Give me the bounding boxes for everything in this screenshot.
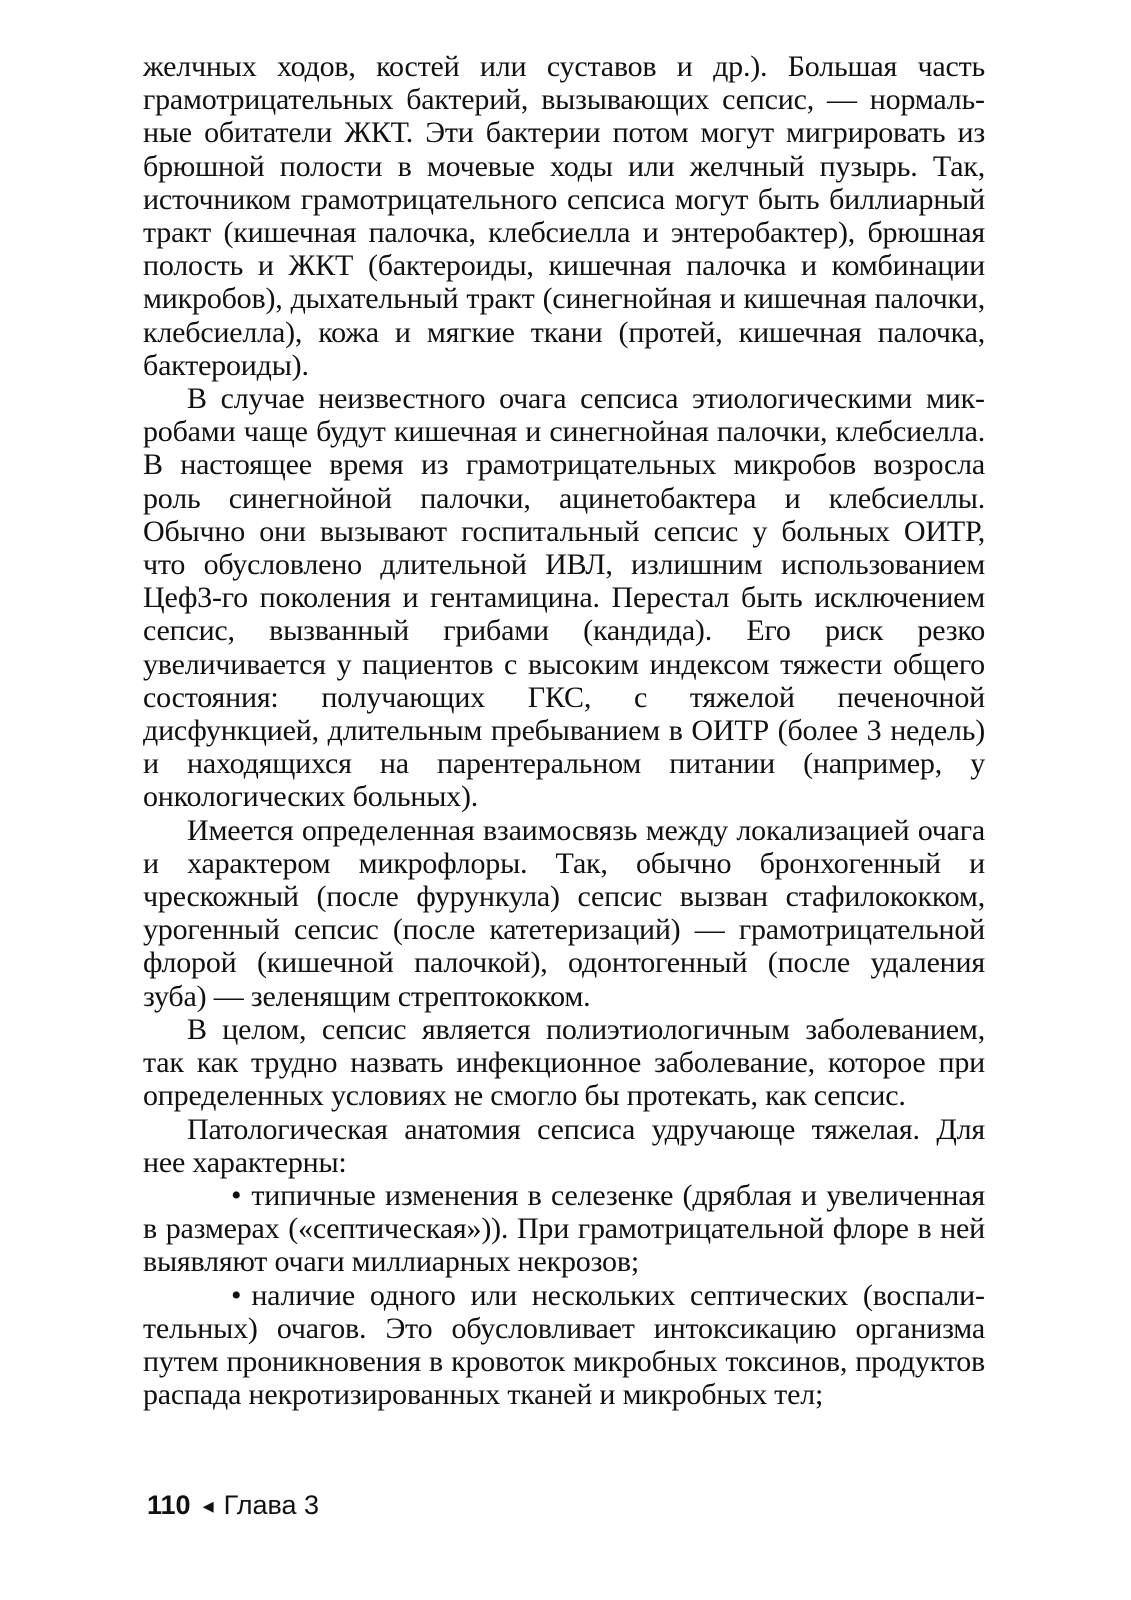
bullet-icon: • bbox=[231, 1278, 242, 1312]
bullet-item-spleen bbox=[143, 1179, 985, 1279]
text-column bbox=[143, 50, 985, 1411]
bullet-item-text: наличие одного или нескольких септических (воспалительных) очагов. Это обусловливает интоксикацию организма путем проникновения в кровоток микробных токсинов, продуктов распада некротизированных тканей и микробных тел; bbox=[143, 1278, 985, 1412]
page-footer bbox=[147, 1490, 319, 1521]
paragraph-unknown-focus: В случае неизвестного очага сепсиса этиологическими микробами чаще будут кишечная и синегнойная палочки, клебсиелла. В настоящее время из грамотрицательных микробов возросла роль синегнойной палочки, ацинетобактера и клебсиеллы. Обычно они вызывают госпитальный сепсис у больных ОИТР, что обусловлено длительной ИВЛ, излишним использованием Цеф3-го поколения и гентамицина. Перестал быть исключением сепсис, вызванный грибами (кандида). Его риск резко увеличивается у пациентов с высоким индексом тяжести общего состояния: получающих ГКС, с тяжелой печеночной дисфункцией, длительным пребыванием в ОИТР (более 3 недель) и находящихся на парентеральном питании (например, у онкологических больных). bbox=[143, 382, 985, 814]
page-number: 110 bbox=[147, 1490, 191, 1520]
bullet-item-septic-foci bbox=[143, 1279, 985, 1412]
paragraph-continuation: желчных ходов, костей или суставов и др.). Большая часть грамотрицательных бактерий, вызывающих сепсис, — нормальные обитатели ЖКТ. Эти бактерии потом могут мигрировать из брюшной полости в мочевые ходы или желчный пузырь. Так, источником грамотрицательного сепсиса могут быть биллиарный тракт (кишечная палочка, клебсиелла и энтеробактер), брюшная полость и ЖКТ (бактероиды, кишечная палочка и комбинации микробов), дыхательный тракт (синегнойная и кишечная палочки, клебсиелла), кожа и мягкие ткани (протей, кишечная палочка, бактероиды). bbox=[143, 50, 985, 382]
bullet-item-text: типичные изменения в селезенке (дряблая и увеличенная в размерах («септическая»)). При грамотрицательной флоре в ней выявляют очаги миллиарных некрозов; bbox=[143, 1178, 985, 1279]
paragraph-pathology-intro: Патологическая анатомия сепсиса удручающе тяжелая. Для нее характерны: bbox=[143, 1112, 985, 1179]
paragraph-polyetiology: В целом, сепсис является полиэтиологичным заболеванием, так как трудно назвать инфекционное заболевание, которое при определенных условиях не смогло бы протекать, как сепсис. bbox=[143, 1012, 985, 1113]
paragraph-localization: Имеется определенная взаимосвязь между локализацией очага и характером микрофлоры. Так, обычно бронхогенный и чрескожный (после фурункула) сепсис вызван стафилококком, урогенный сепсис (после катетеризаций) — грамотрицательной флорой (кишечной палочкой), одонтогенный (после удаления зуба) — зеленящим стрептококком. bbox=[143, 813, 985, 1013]
page-body bbox=[143, 50, 985, 1411]
bullet-icon: • bbox=[231, 1178, 242, 1212]
chapter-label: Глава 3 bbox=[223, 1490, 320, 1520]
arrow-left-icon: ◂ bbox=[202, 1492, 214, 1518]
